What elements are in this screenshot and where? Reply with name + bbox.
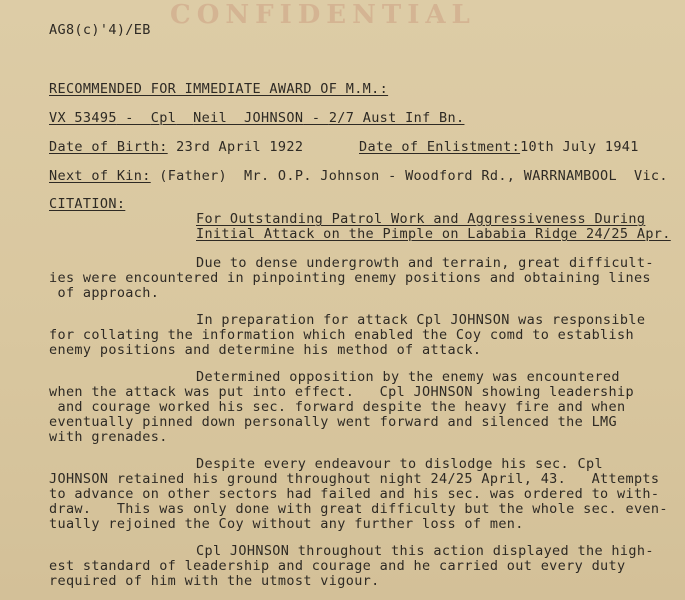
dob-label: Date of Birth: xyxy=(49,139,168,155)
citation-title-line: Initial Attack on the Pimple on Lababia Ridge 24/25 Apr. xyxy=(196,226,671,242)
paragraph-line: Due to dense undergrowth and terrain, great difficult- xyxy=(196,255,654,271)
paragraph-line: for collating the information which enabled the Coy comd to establish xyxy=(49,327,634,343)
paragraph-line: of approach. xyxy=(49,285,160,301)
enlistment-value: 10th July 1941 xyxy=(520,139,639,155)
dob-line xyxy=(49,139,303,155)
enlistment-line xyxy=(359,139,639,155)
award-heading: RECOMMENDED FOR IMMEDIATE AWARD OF M.M.: xyxy=(49,81,389,97)
citation-title-line: For Outstanding Patrol Work and Aggressiveness During xyxy=(196,211,646,227)
unit: 2/7 Aust Inf Bn. xyxy=(328,110,465,126)
paragraph-line: est standard of leadership and courage and he carried out every duty xyxy=(49,558,626,574)
paragraph-line: JOHNSON retained his ground throughout night 24/25 April, 43. Attempts xyxy=(49,471,660,487)
paragraph-line: Despite every endeavour to dislodge his sec. Cpl xyxy=(196,456,603,472)
faded-stamp: CONFIDENTIAL xyxy=(170,0,476,30)
soldier-name: Neil JOHNSON xyxy=(193,110,304,126)
paragraph-line: In preparation for attack Cpl JOHNSON was responsible xyxy=(196,312,646,328)
paragraph-line: ies were encountered in pinpointing enemy positions and obtaining lines xyxy=(49,270,651,286)
paragraph-line: Cpl JOHNSON throughout this action displayed the high- xyxy=(196,543,654,559)
kin-label: Next of Kin: xyxy=(49,168,151,184)
next-of-kin-line xyxy=(49,168,668,184)
paragraph-line: when the attack was put into effect. Cpl JOHNSON showing leadership xyxy=(49,384,634,400)
paragraph-line: Determined opposition by the enemy was encountered xyxy=(196,369,620,385)
reference-code: AG8(c)'4)/EB xyxy=(49,22,151,38)
dob-value: 23rd April 1922 xyxy=(176,139,304,155)
rank: Cpl xyxy=(150,110,177,126)
paragraph-line: and courage worked his sec. forward despite the heavy fire and when xyxy=(49,399,626,415)
paragraph-line: with grenades. xyxy=(49,429,168,445)
paragraph-line: required of him with the utmost vigour. xyxy=(49,573,380,589)
paragraph-line: enemy positions and determine his method of attack. xyxy=(49,342,482,358)
kin-value: (Father) Mr. O.P. Johnson - Woodford Rd., WARRNAMBOOL Vic. xyxy=(159,168,668,184)
paragraph-line: to advance on other sectors had failed and his sec. was ordered to with- xyxy=(49,486,660,502)
soldier-line: VX 53495 - Cpl Neil JOHNSON - 2/7 Aust Inf Bn. xyxy=(49,110,465,126)
paragraph-line: eventually pinned down personally went forward and silenced the LMG xyxy=(49,414,618,430)
paragraph-line: tually rejoined the Coy without any further loss of men. xyxy=(49,516,524,532)
enlistment-label: Date of Enlistment: xyxy=(359,139,521,155)
service-number: VX 53495 xyxy=(49,110,117,126)
paragraph-line: draw. This was only done with great difficulty but the whole sec. even- xyxy=(49,501,668,517)
citation-label: CITATION: xyxy=(49,196,126,212)
